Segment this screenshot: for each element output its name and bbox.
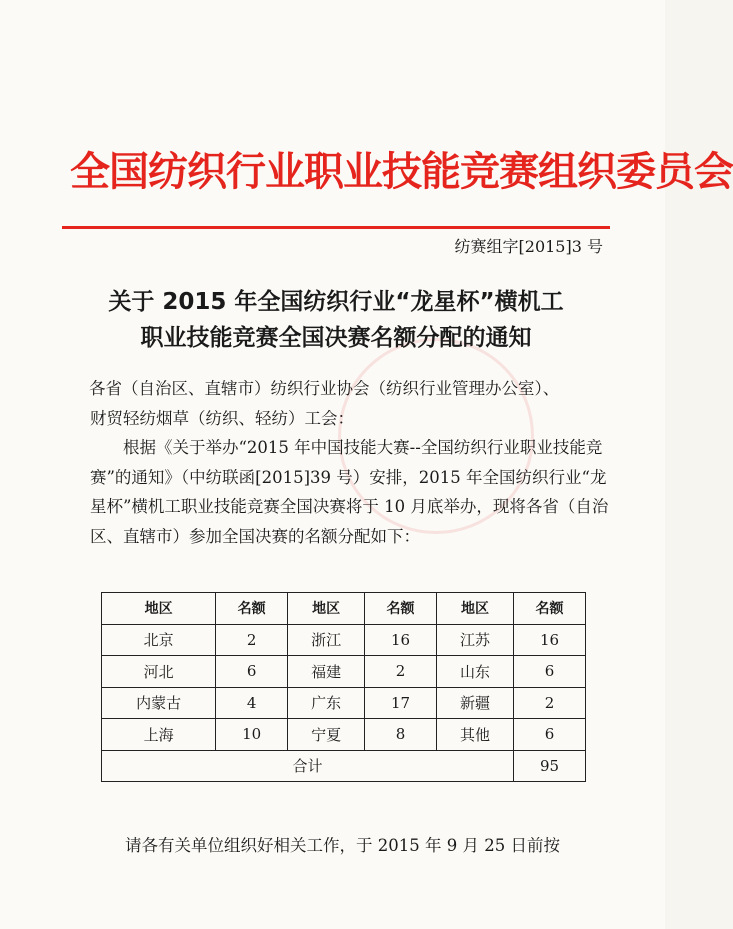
table-cell: 8: [365, 719, 437, 751]
table-header-cell: 名额: [513, 593, 585, 625]
table-cell: 河北: [102, 656, 216, 688]
table-cell: 4: [216, 687, 288, 719]
table-cell: 2: [365, 656, 437, 688]
organization-title: 全国纺织行业职业技能竞赛组织委员会: [70, 149, 733, 195]
table-cell: 6: [513, 656, 585, 688]
table-total-row: [102, 750, 586, 782]
notice-body: [90, 374, 610, 551]
table-header-cell: 地区: [102, 593, 216, 625]
table-cell: 内蒙古: [102, 687, 216, 719]
notice-title-line-1: 关于 2015 年全国纺织行业“龙星杯”横机工: [108, 289, 564, 315]
table-cell: 2: [216, 624, 288, 656]
table-cell: 广东: [288, 687, 365, 719]
document-number: 纺赛组字[2015]3 号: [454, 237, 603, 256]
table-cell: 其他: [437, 719, 514, 751]
table-cell: 宁夏: [288, 719, 365, 751]
table-header-cell: 地区: [437, 593, 514, 625]
table-cell: 新疆: [437, 687, 514, 719]
addressee-line-1: 各省（自治区、直辖市）纺织行业协会（纺织行业管理办公室）、: [89, 379, 560, 398]
table-header-cell: 地区: [288, 593, 365, 625]
total-label: 合计: [102, 750, 514, 782]
notice-title: [62, 284, 610, 356]
table-cell: 16: [365, 624, 437, 656]
header-divider: [62, 226, 610, 229]
addressee-line-2: 财贸轻纺烟草（纺织、轻纺）工会：: [90, 408, 354, 428]
table-cell: 6: [513, 719, 585, 751]
notice-title-line-2: 职业技能竞赛全国决赛名额分配的通知: [140, 325, 532, 351]
body-paragraph: 根据《关于举办“2015 年中国技能大赛--全国纺织行业职业技能竞赛”的通知》（中纺联函[2015]39 号）安排，2015 年全国纺织行业“龙星杯”横机工职业技能竞赛全国决赛将于 10 月底举办，现将各省（自治区、直辖市）参加全国决赛的名额分配如下：: [90, 438, 609, 546]
table-header-cell: 名额: [216, 593, 288, 625]
table-row: [102, 687, 586, 719]
table-row: [102, 656, 586, 688]
table-cell: 浙江: [288, 624, 365, 656]
table-header-cell: 名额: [365, 593, 437, 625]
quota-table: [101, 592, 586, 782]
table-cell: 山东: [437, 656, 514, 688]
table-cell: 6: [216, 656, 288, 688]
total-value: 95: [513, 750, 585, 782]
table-cell: 16: [513, 624, 585, 656]
table-row: [102, 624, 586, 656]
table-cell: 福建: [288, 656, 365, 688]
table-row: [102, 719, 586, 751]
table-cell: 10: [216, 719, 288, 751]
table-cell: 江苏: [437, 624, 514, 656]
table-cell: 2: [513, 687, 585, 719]
table-cell: 上海: [102, 719, 216, 751]
table-cell: 17: [365, 687, 437, 719]
table-cell: 北京: [102, 624, 216, 656]
closing-text: 请各有关单位组织好相关工作，于 2015 年 9 月 25 日前按: [125, 836, 560, 855]
table-header-row: [102, 593, 586, 625]
